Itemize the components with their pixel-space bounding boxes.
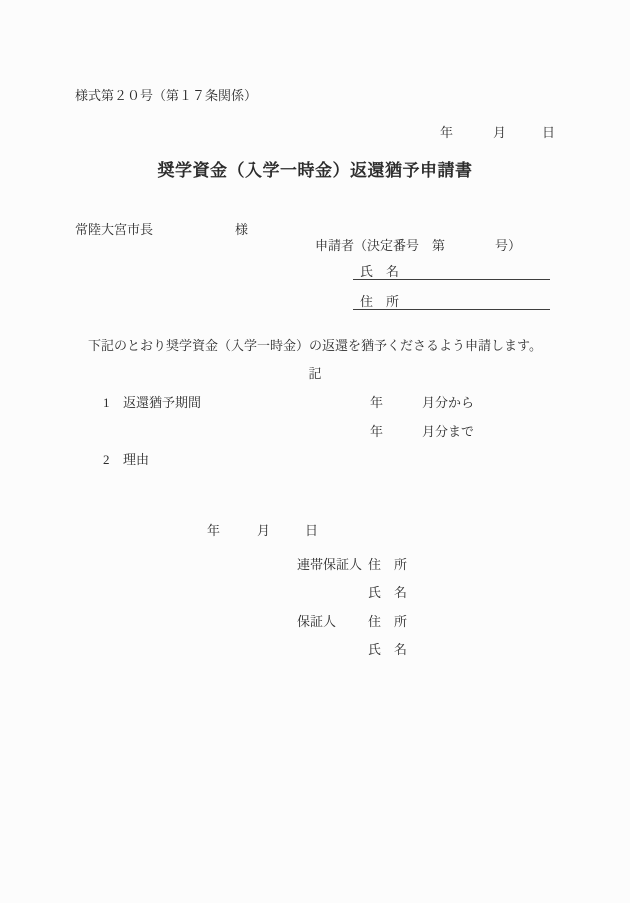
addressee-name: 常陸大宮市長 <box>75 222 154 237</box>
applicant-name-field <box>353 263 550 280</box>
record-mark: 記 <box>308 366 322 381</box>
top-date-day-label: 日 <box>542 125 556 140</box>
joint-guarantor-address-label: 住 所 <box>368 557 408 572</box>
bottom-date-month-label: 月 <box>257 523 271 538</box>
item1-to-year-label: 年 <box>370 424 384 439</box>
applicant-address-field <box>353 293 550 310</box>
applicant-decision-number-suffix: 号） <box>495 238 522 253</box>
item1-from-year-label: 年 <box>370 395 384 410</box>
item1-from-suffix: 月分から <box>422 395 475 410</box>
page-title: 奨学資金（入学一時金）返還猶予申請書 <box>157 161 473 180</box>
item1-number: 1 <box>103 395 110 410</box>
form-number: 様式第２０号（第１７条関係） <box>75 88 258 103</box>
joint-guarantor-name-label: 氏 名 <box>368 585 408 600</box>
item1-to-suffix: 月分まで <box>422 424 475 439</box>
joint-guarantor-role-label: 連帯保証人 <box>297 557 363 572</box>
guarantor-name-label: 氏 名 <box>368 642 408 657</box>
guarantor-address-label: 住 所 <box>368 614 408 629</box>
applicant-decision-number-label: 申請者（決定番号 第 <box>315 238 446 253</box>
bottom-date-year-label: 年 <box>207 523 221 538</box>
top-date-year-label: 年 <box>440 125 454 140</box>
item2-number: 2 <box>103 452 110 467</box>
addressee-honorific: 様 <box>235 222 249 237</box>
applicant-name-field-label: 氏 名 <box>360 264 400 279</box>
guarantor-role-label: 保証人 <box>297 614 337 629</box>
body-text: 下記のとおり奨学資金（入学一時金）の返還を猶予くださるよう申請します。 <box>88 338 542 353</box>
item2-label: 理由 <box>123 452 150 467</box>
applicant-address-field-label: 住 所 <box>360 294 400 309</box>
top-date-month-label: 月 <box>493 125 507 140</box>
item1-label: 返還猶予期間 <box>123 395 202 410</box>
bottom-date-day-label: 日 <box>305 523 319 538</box>
